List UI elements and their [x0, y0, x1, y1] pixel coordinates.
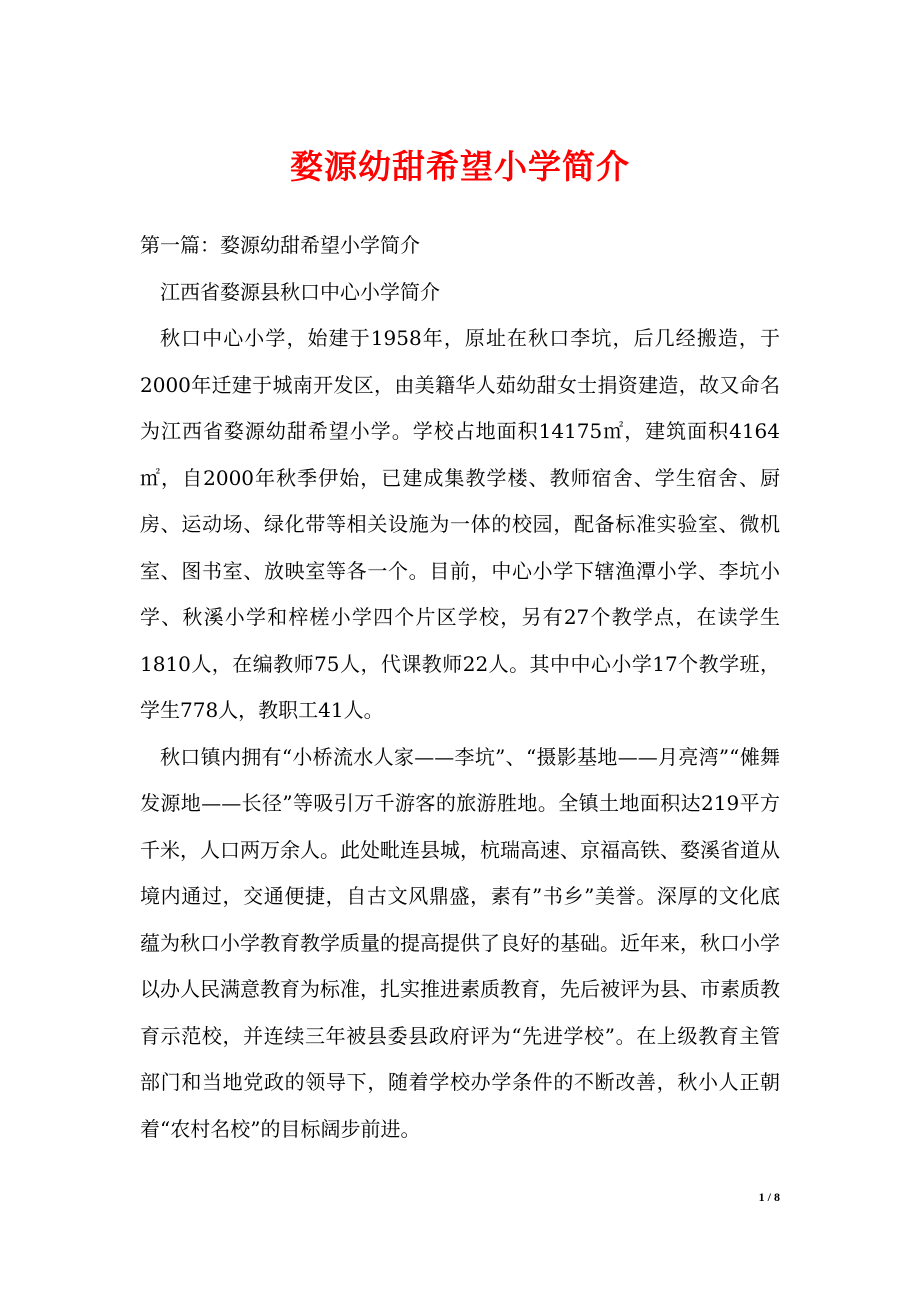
body-paragraph: 秋口镇内拥有“小桥流水人家——李坑”、“摄影基地——月亮湾”“傩舞发源地——长径”等吸引万千游客的旅游胜地。全镇土地面积达219平方千米，人口两万余人。此处毗连县城，杭瑞高速、京福高铁、婺溪省道从境内通过，交通便捷，自古文风鼎盛，素有”书乡”美誉。深厚的文化底蕴为秋口小学教育教学质量的提高提供了良好的基础。近年来，秋口小学以办人民满意教育为标准，扎实推进素质教育，先后被评为县、市素质教育示范校，并连续三年被县委县政府评为“先进学校”。在上级教育主管部门和当地党政的领导下，随着学校办学条件的不断改善，秋小人正朝着“农村名校”的目标阔步前进。: [140, 744, 780, 1141]
document-body: [140, 222, 780, 1152]
page-number: 1 / 8: [758, 1190, 780, 1204]
document-title: 婺源幼甜希望小学简介: [290, 147, 630, 186]
section-heading: 第一篇：婺源幼甜希望小学简介: [140, 233, 420, 257]
subsection-heading: 江西省婺源县秋口中心小学简介: [160, 279, 440, 304]
body-paragraph: 秋口中心小学，始建于1958年，原址在秋口李坑，后几经搬造，于2000年迁建于城南开发区，由美籍华人茹幼甜女士捐资建造，故又命名为江西省婺源幼甜希望小学。学校占地面积14175㎡，建筑面积4164㎡，自2000年秋季伊始，已建成集教学楼、教师宿舍、学生宿舍、厨房、运动场、绿化带等相关设施为一体的校园，配备标准实验室、微机室、图书室、放映室等各一个。目前，中心小学下辖渔潭小学、李坑小学、秋溪小学和梓槎小学四个片区学校，另有27个教学点，在读学生1810人，在编教师75人，代课教师22人。其中中心小学17个教学班，学生778人，教职工41人。: [140, 326, 780, 722]
